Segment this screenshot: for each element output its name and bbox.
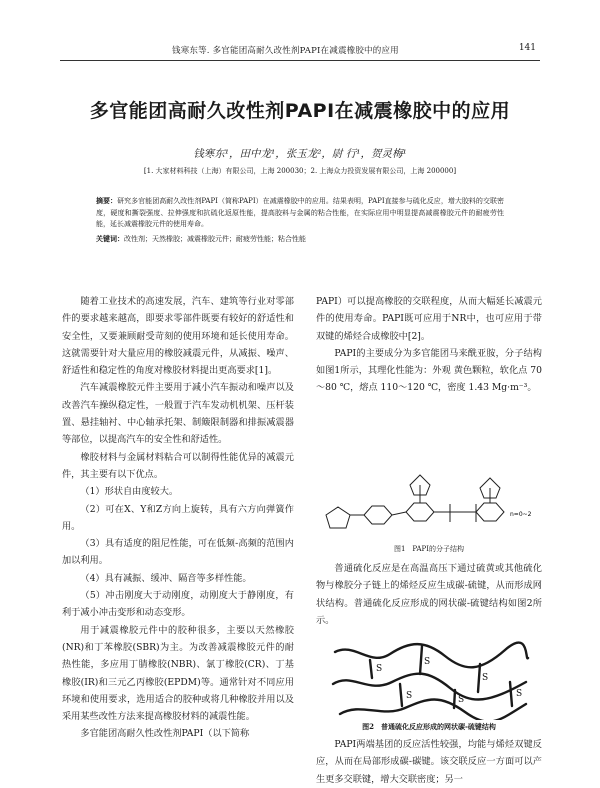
affiliation: [1. 大家材料科技（上海）有限公司，上海 200030；2. 上海众力投资发展有限公司，上海 200000]: [143, 167, 457, 175]
polymer-chain: [340, 700, 526, 721]
benzene-ring-left: [364, 506, 392, 524]
list-item: （5）冲击刚度大于动刚度，动刚度大于静刚度，有利于减小冲击变形和动态变形。: [62, 590, 294, 619]
article-title: 多官能团高耐久改性剂PAPI在减震橡胶中的应用: [89, 100, 511, 122]
paragraph: PAPI的主要成分为多官能团马来酰亚胺，分子结构如图1所示，其理化性能为：外观 黄色颗粒，软化点 70～80 ℃，熔点 110～120 ℃，密度 1.43 Mg·m⁻³。: [316, 347, 542, 394]
abstract: [96, 195, 504, 245]
abstract-text: 研究多官能团高耐久改性剂PAPI（简称PAPI）在减震橡胶中的应用。结果表明，PAPI直接参与硫化反应，增大胶料的交联密度，硬度和撕裂强度、拉伸强度和抗硫化返原性能，提高胶料与金属的粘合性能，在实际应用中明显提高减震橡胶元件的耐疲劳性能，延长减震橡胶元件的使用寿命。: [96, 197, 505, 228]
left-column: [62, 293, 294, 743]
abstract-label: 摘要：: [96, 196, 118, 205]
page-number: 141: [518, 43, 536, 53]
figure-1-caption: 图1 PAPI的分子结构: [393, 545, 465, 553]
paragraph: 用于减震橡胶元件中的胶种很多，主要以天然橡胶(NR)和丁苯橡胶(SBR)为主。为改善减震橡胶元件的耐热性能，多应用丁腈橡胶(NBR)、氯丁橡胶(CR)、丁基橡胶(IR)和三元乙丙橡胶(EPDM)等。通常针对不同应用环境和使用要求，选用适合的胶种或将几种橡胶并用以及采用某些改性方法来提高橡胶材料的减震性能。: [62, 624, 294, 723]
sulfur-label: S: [516, 689, 523, 699]
crosslink: [478, 664, 480, 692]
list-item: （1）形状自由度较大。: [80, 486, 179, 498]
keywords: [96, 233, 504, 246]
right-column-bottom: [316, 736, 542, 788]
figure-2-crosslink-network: [330, 632, 530, 720]
sulfur-label: S: [376, 664, 383, 674]
polymer-chain: [335, 643, 528, 668]
sulfur-label: S: [406, 691, 413, 701]
running-head: 钱寒东等. 多官能团高耐久改性剂PAPI在减震橡胶中的应用: [172, 46, 399, 56]
figure-2-caption: 图2 普通硫化反应形成的网状碳-硫键结构: [362, 722, 496, 731]
abstract-body: [96, 195, 504, 231]
figure-1-molecular-structure: [316, 460, 542, 540]
paragraph: 普通硫化反应是在高温高压下通过硫黄或其他硫化物与橡胶分子链上的烯烃反应生成碳-硫键，从而形成网状结构。普通硫化反应形成的网状碳-硫键结构如图2所示。: [316, 563, 542, 626]
crosslink: [400, 684, 402, 706]
paragraph: 橡胶材料与金属材料粘合可以制得性能优异的减震元件，其主要有以下优点。: [62, 451, 294, 480]
crosslink: [454, 690, 455, 708]
sulfur-label: S: [424, 657, 431, 667]
right-column-top: [316, 293, 542, 397]
paragraph: PAPI两端基团的反应活性较强，均能与烯烃双键反应，从而在局部形成碳-碳键。该交联反应一方面可以产生更多交联键，增大交联密度；另一: [316, 739, 542, 785]
keywords-label: 关键词：: [96, 233, 124, 243]
paragraph: 汽车减震橡胶元件主要用于减小汽车振动和噪声以及改善汽车操纵稳定性，一般置于汽车发动机机架、压杆装置、悬挂轴衬、中心轴承托架、制簸限制器和排振减震器等部位，以提高汽车的安全性和舒适性。: [62, 382, 294, 446]
crosslink: [420, 646, 422, 674]
maleimide-ring-left: [326, 507, 350, 528]
crosslink: [510, 682, 512, 706]
benzene-ring-right: [476, 503, 504, 521]
list-item: （4）具有减振、缓冲、隔音等多样性能。: [80, 572, 252, 584]
paragraph: 随着工业技术的高速发展，汽车、建筑等行业对零部件的要求越来越高，即要求零部件既要有较好的舒适性和安全性，又要兼顾耐受苛刻的使用环境和延长使用寿命。这就需要针对大量应用的橡胶减震元件，从减振、噪声、舒适性和稳定性的角度对橡胶材料提出更高要求[1]。: [62, 296, 294, 377]
keywords-text: 改性剂；天然橡胶；减震橡胶元件；耐疲劳性能；粘合性能: [124, 234, 306, 243]
sulfur-label: S: [458, 695, 465, 705]
sulfur-label: S: [482, 673, 489, 683]
polymer-chain: [333, 674, 526, 700]
list-item: （2）可在X、Y和Z方向上旋转，具有六方向弹簧作用。: [62, 503, 294, 532]
repeat-unit-label: n=0~2: [510, 511, 532, 518]
paragraph: 多官能团高耐久性改性剂PAPI（以下简称: [80, 728, 250, 740]
paragraph: PAPI）可以提高橡胶的交联程度，从而大幅延长减震元件的使用寿命。PAPI既可应用于NR中，也可应用于带双键的烯烃合成橡胶中[2]。: [316, 296, 542, 342]
right-column-mid: [316, 560, 542, 629]
benzene-ring-center: [406, 503, 434, 521]
list-item: （3）具有适度的阻尼性能，可在低频-高频的范围内加以利用。: [62, 538, 294, 567]
crosslink: [370, 660, 372, 678]
author-list: 钱寒东¹，田中龙¹，张玉龙²，尉 行¹，贺灵梅¹: [193, 148, 407, 160]
header-rule: [60, 60, 540, 61]
